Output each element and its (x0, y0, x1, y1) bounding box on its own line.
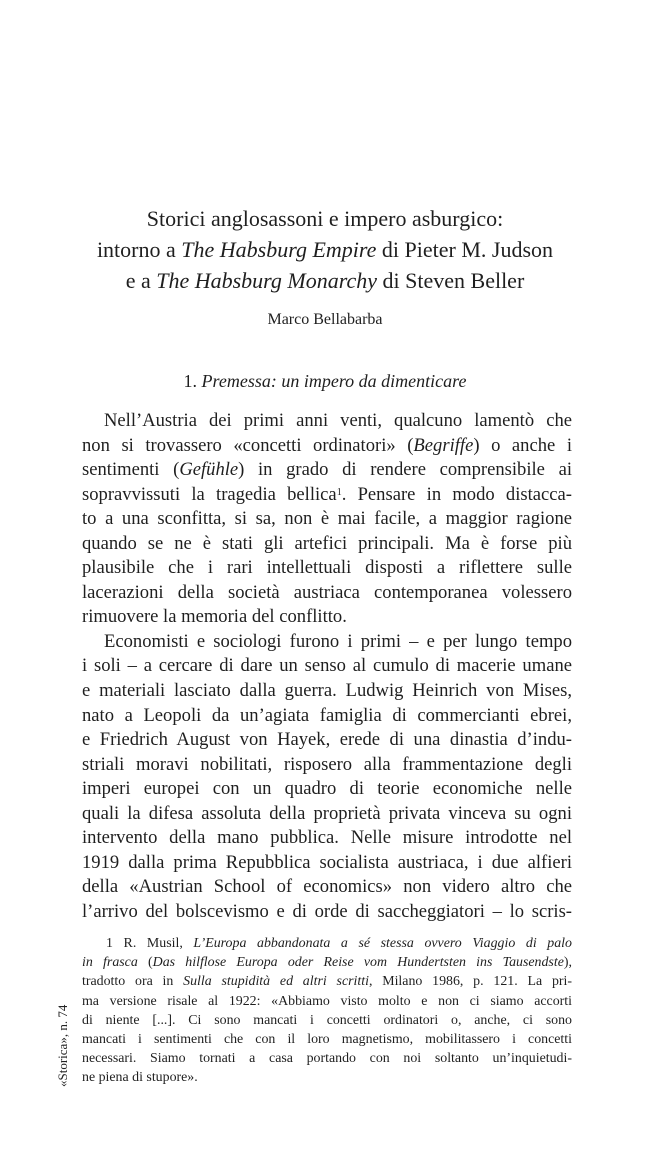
footnote-line: necessari. Siamo tornati a casa portando con noi soltanto un’inquietudi- (82, 1051, 572, 1067)
text: ) o anche i (473, 434, 572, 456)
title-line-2 (80, 234, 570, 265)
text: ( (137, 955, 153, 971)
body-line: i soli – a cercare di dare un senso al cumulo di macerie umane (82, 655, 572, 677)
footnotes (82, 934, 572, 1088)
body-text (82, 409, 572, 924)
emphasis: Das hilflose Europa oder Reise vom Hundertsten ins Tausendste (152, 955, 564, 971)
footnote-ref[interactable]: 1 (336, 486, 342, 498)
body-line: lacerazioni della società austriaca contemporanea volessero (82, 581, 572, 603)
body-line: della «Austrian School of economics» non videro altro che (82, 876, 572, 898)
body-line (82, 434, 572, 459)
footnote-line (82, 972, 572, 991)
body-line: l’arrivo del bolscevismo e di orde di saccheggiatori – lo scris- (82, 900, 572, 922)
article-title (80, 203, 570, 296)
book-title: The Habsburg Empire (181, 237, 377, 262)
footnote-line: ma versione risale al 1922: «Abbiamo visto molto e non ci siamo accorti (82, 993, 572, 1009)
title-text: di Steven Beller (377, 268, 525, 293)
body-line: Economisti e sociologi furono i primi – e per lungo tempo (104, 630, 572, 652)
body-line: plausibile che i rari intellettuali disposti a riflettere sulle (82, 557, 572, 579)
body-line: striali moravi nobilitati, risposero alla frammentazione degli (82, 753, 572, 775)
body-line: quando se ne è stati gli artefici principali. Ma è forse più (82, 532, 572, 554)
footnote-line: mancati i sentimenti che con il loro magnetismo, mobilitassero i concetti (82, 1031, 572, 1047)
emphasis: L’Europa abbandonata a sé stessa ovvero Viaggio di palo (193, 936, 572, 951)
emphasis: Begriffe (413, 434, 474, 456)
section-title: Premessa: un impero da dimenticare (201, 371, 467, 391)
section-number: 1. (183, 371, 202, 391)
body-line: to a una sconfitta, si sa, non è mai facile, a maggior ragione (82, 508, 572, 530)
title-text: e a (125, 268, 157, 293)
footnote-line: ne piena di stupore». (82, 1070, 198, 1086)
body-line (82, 483, 572, 508)
title-text: intorno a (96, 237, 182, 262)
text: , Milano 1986, p. 121. La pri- (368, 974, 572, 990)
book-title: The Habsburg Monarchy (156, 268, 378, 293)
title-text: di Pieter M. Judson (376, 237, 554, 262)
running-head: «Storica», n. 74 (55, 1004, 70, 1087)
footnote-line (82, 934, 572, 953)
text: . Pensare in modo distacca- (341, 483, 573, 505)
author-name: Marco Bellabarba (267, 311, 383, 328)
body-line: Nell’Austria dei primi anni venti, qualcuno lamentò che (104, 410, 572, 431)
text: tradotto ora in (82, 974, 184, 990)
body-line (82, 458, 572, 483)
footnote-line (82, 953, 572, 972)
footnote-line: di niente [...]. Ci sono mancati i concetti ordinatori o, anche, ci sono (82, 1012, 572, 1028)
text: sopravvissuti la tragedia bellica (82, 483, 337, 505)
body-line: quali la difesa assoluta della proprietà privata vinceva su ogni (82, 802, 572, 824)
text: 1 R. Musil, (106, 936, 194, 951)
body-line: nato a Leopoli da un’agiata famiglia di commercianti ebrei, (82, 704, 572, 726)
emphasis: Gefühle (179, 459, 239, 481)
text: ), (563, 955, 572, 971)
body-line: imperi europei con un quadro di teorie economiche nelle (82, 778, 572, 800)
emphasis: Sulla stupidità ed altri scritti (183, 974, 369, 990)
text: non si trovassero «concetti ordinatori» ( (82, 434, 414, 456)
body-line: e Friedrich August von Hayek, erede di una dinastia d’indu- (82, 729, 572, 751)
text: ) in grado di rendere comprensibile ai (238, 459, 572, 481)
body-line: e materiali lasciato dalla guerra. Ludwig Heinrich von Mises, (82, 680, 572, 702)
emphasis: in frasca (82, 955, 138, 971)
text: sentimenti ( (82, 459, 180, 481)
body-line: 1919 dalla prima Repubblica socialista austriaca, i due alfieri (82, 851, 572, 873)
title-line-1: Storici anglosassoni e impero asburgico: (146, 206, 504, 231)
body-line: intervento della mano pubblica. Nelle misure introdotte nel (82, 827, 572, 849)
body-line: rimuovere la memoria del conflitto. (82, 606, 347, 628)
title-line-3 (80, 265, 570, 296)
section-heading (80, 370, 570, 392)
